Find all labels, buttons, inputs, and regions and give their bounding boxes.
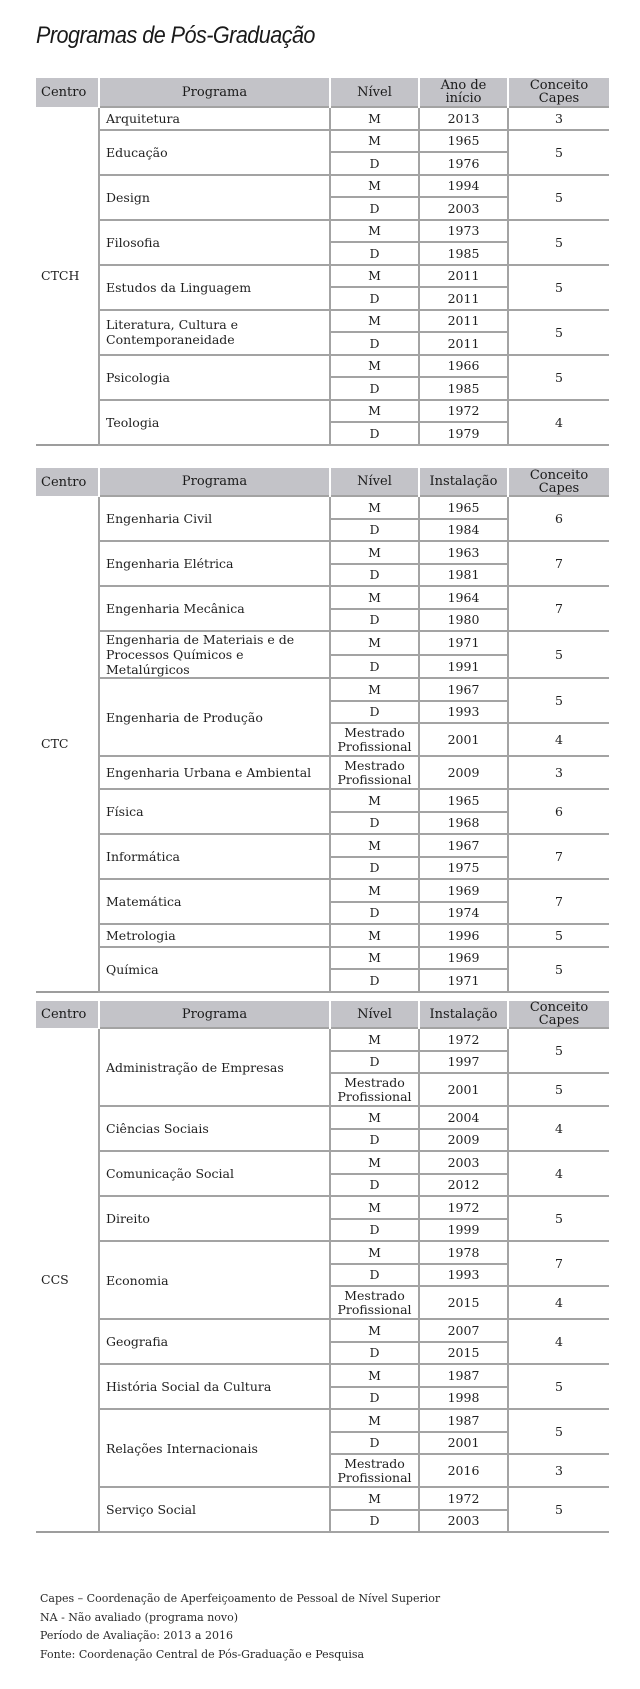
ano-cell: 1997 [419, 1051, 508, 1074]
header-programa: Programa [99, 468, 330, 496]
nivel-cell: D [330, 609, 419, 632]
ano-cell: 2011 [419, 310, 508, 333]
programa-cell: Geografia [99, 1319, 330, 1364]
nivel-cell: M [330, 130, 419, 153]
ano-cell: 1994 [419, 175, 508, 198]
table-row [36, 265, 609, 288]
nivel-cell: M [330, 355, 419, 378]
nivel-cell: D [330, 287, 419, 310]
nivel-cell: D [330, 197, 419, 220]
nivel-cell: D [330, 1387, 419, 1410]
table-body [36, 496, 609, 992]
table-row [36, 924, 609, 947]
capes-cell: 5 [508, 220, 609, 265]
ano-cell: 1963 [419, 541, 508, 564]
footnotes [40, 1590, 440, 1664]
ano-cell: 1975 [419, 857, 508, 880]
programa-cell: Teologia [99, 400, 330, 445]
ano-cell: 2013 [419, 107, 508, 130]
ano-cell: 1987 [419, 1409, 508, 1432]
table-header-row [36, 468, 609, 496]
programa-cell: Engenharia de Materiais e de Processos Químicos e Metalúrgicos [99, 631, 330, 678]
nivel-cell: D [330, 152, 419, 175]
programa-cell: Literatura, Cultura e Contemporaneidade [99, 310, 330, 355]
programa-cell: Filosofia [99, 220, 330, 265]
ano-cell: 1985 [419, 377, 508, 400]
table-row [36, 1196, 609, 1219]
nivel-cell: D [330, 422, 419, 445]
nivel-cell: M [330, 400, 419, 423]
table-row [36, 541, 609, 564]
ano-cell: 2016 [419, 1454, 508, 1487]
ano-cell: 1979 [419, 422, 508, 445]
nivel-cell: D [330, 1432, 419, 1455]
programa-cell: Engenharia Mecânica [99, 586, 330, 631]
ano-cell: 2001 [419, 723, 508, 756]
footnote-periodo: Período de Avaliação: 2013 a 2016 [40, 1629, 233, 1642]
ano-cell: 1967 [419, 678, 508, 701]
capes-cell: 3 [508, 1454, 609, 1487]
table-row [36, 107, 609, 130]
centro-cell: CCS [36, 1028, 99, 1532]
capes-cell: 4 [508, 723, 609, 756]
capes-cell: 7 [508, 586, 609, 631]
programs-table-ccs [36, 1001, 609, 1533]
nivel-cell: D [330, 655, 419, 679]
table-row [36, 496, 609, 519]
ano-cell: 1993 [419, 1264, 508, 1287]
nivel-cell: M [330, 631, 419, 655]
nivel-cell: M [330, 1196, 419, 1219]
capes-cell: 5 [508, 130, 609, 175]
ano-cell: 1976 [419, 152, 508, 175]
capes-cell: 3 [508, 107, 609, 130]
ano-cell: 1996 [419, 924, 508, 947]
footnote-na: NA - Não avaliado (programa novo) [40, 1610, 239, 1624]
nivel-cell: M [330, 1028, 419, 1051]
programa-cell: Serviço Social [99, 1487, 330, 1532]
programs-table-ctc [36, 468, 609, 993]
capes-cell: 5 [508, 631, 609, 678]
ano-cell: 1973 [419, 220, 508, 243]
table-row [36, 1409, 609, 1432]
ano-cell: 2004 [419, 1106, 508, 1129]
capes-cell: 7 [508, 541, 609, 586]
capes-cell: 6 [508, 496, 609, 541]
programa-cell: Arquitetura [99, 107, 330, 130]
ano-cell: 2001 [419, 1073, 508, 1106]
capes-cell: 6 [508, 789, 609, 834]
centro-cell: CTCH [36, 107, 99, 445]
ano-cell: 1966 [419, 355, 508, 378]
programa-cell: Engenharia Civil [99, 496, 330, 541]
programa-cell: Economia [99, 1241, 330, 1319]
capes-cell: 5 [508, 265, 609, 310]
capes-cell: 5 [508, 1073, 609, 1106]
capes-cell: 5 [508, 310, 609, 355]
nivel-cell: D [330, 1129, 419, 1152]
ano-cell: 1972 [419, 400, 508, 423]
ano-cell: 1971 [419, 969, 508, 992]
header-ano: Ano de início [419, 78, 508, 107]
nivel-cell: M [330, 834, 419, 857]
nivel-cell: M [330, 265, 419, 288]
programa-cell: Engenharia Urbana e Ambiental [99, 756, 330, 789]
ano-cell: 2009 [419, 1129, 508, 1152]
table-row [36, 1028, 609, 1051]
capes-cell: 5 [508, 678, 609, 723]
ano-cell: 2015 [419, 1286, 508, 1319]
table-row [36, 834, 609, 857]
ano-cell: 1969 [419, 947, 508, 970]
header-programa: Programa [99, 78, 330, 107]
table-row [36, 631, 609, 655]
nivel-cell: D [330, 857, 419, 880]
nivel-cell: M [330, 107, 419, 130]
capes-cell: 5 [508, 1028, 609, 1073]
table-row [36, 947, 609, 970]
programa-cell: Design [99, 175, 330, 220]
ano-cell: 1969 [419, 879, 508, 902]
table-row [36, 1487, 609, 1510]
programa-cell: Metrologia [99, 924, 330, 947]
header-ano: Instalação [419, 468, 508, 496]
ano-cell: 2007 [419, 1319, 508, 1342]
table-row [36, 1151, 609, 1174]
nivel-cell: M [330, 541, 419, 564]
ano-cell: 1972 [419, 1487, 508, 1510]
table-row [36, 1364, 609, 1387]
nivel-cell: M [330, 1409, 419, 1432]
capes-cell: 5 [508, 947, 609, 992]
programa-cell: Administração de Empresas [99, 1028, 330, 1106]
capes-cell: 4 [508, 1106, 609, 1151]
nivel-cell: D [330, 242, 419, 265]
capes-cell: 5 [508, 355, 609, 400]
table-row [36, 586, 609, 609]
programa-cell: Comunicação Social [99, 1151, 330, 1196]
ano-cell: 2011 [419, 332, 508, 355]
table-row [36, 130, 609, 153]
table-row [36, 756, 609, 789]
table-row [36, 175, 609, 198]
capes-cell: 5 [508, 1364, 609, 1409]
nivel-cell: M [330, 1151, 419, 1174]
table-row [36, 1106, 609, 1129]
ano-cell: 1999 [419, 1219, 508, 1242]
table-header-row [36, 78, 609, 107]
nivel-cell: Mestrado Profissional [330, 1286, 419, 1319]
programa-cell: Engenharia Elétrica [99, 541, 330, 586]
programa-cell: Educação [99, 130, 330, 175]
nivel-cell: D [330, 519, 419, 542]
table-header-row [36, 1001, 609, 1028]
ano-cell: 2001 [419, 1432, 508, 1455]
capes-cell: 4 [508, 400, 609, 445]
header-centro: Centro [36, 468, 99, 496]
capes-cell: 7 [508, 1241, 609, 1286]
header-centro: Centro [36, 78, 99, 107]
capes-cell: 3 [508, 756, 609, 789]
ano-cell: 1965 [419, 789, 508, 812]
page-title: Programas de Pós-Graduação [36, 22, 315, 49]
header-ano: Instalação [419, 1001, 508, 1028]
ano-cell: 2009 [419, 756, 508, 789]
table-row [36, 1319, 609, 1342]
capes-cell: 5 [508, 1487, 609, 1532]
programa-cell: Relações Internacionais [99, 1409, 330, 1487]
nivel-cell: M [330, 496, 419, 519]
programa-cell: Engenharia de Produção [99, 678, 330, 756]
nivel-cell: M [330, 947, 419, 970]
nivel-cell: M [330, 1487, 419, 1510]
nivel-cell: M [330, 924, 419, 947]
header-capes: Conceito Capes [508, 1001, 609, 1028]
ano-cell: 1964 [419, 586, 508, 609]
capes-cell: 7 [508, 879, 609, 924]
table-row [36, 310, 609, 333]
table-row [36, 789, 609, 812]
programs-table-ctch [36, 78, 609, 446]
ano-cell: 1978 [419, 1241, 508, 1264]
capes-cell: 7 [508, 834, 609, 879]
capes-cell: 4 [508, 1286, 609, 1319]
nivel-cell: D [330, 1219, 419, 1242]
footnote-capes: Capes – Coordenação de Aperfeiçoamento de Pessoal de Nível Superior [40, 1592, 441, 1605]
header-nivel: Nível [330, 468, 419, 496]
capes-cell: 4 [508, 1151, 609, 1196]
ano-cell: 1991 [419, 655, 508, 679]
table-row [36, 1241, 609, 1264]
header-capes: Conceito Capes [508, 468, 609, 496]
ano-cell: 1972 [419, 1196, 508, 1219]
programa-cell: Informática [99, 834, 330, 879]
nivel-cell: M [330, 879, 419, 902]
ano-cell: 2011 [419, 287, 508, 310]
nivel-cell: D [330, 1174, 419, 1197]
ano-cell: 1984 [419, 519, 508, 542]
nivel-cell: M [330, 1241, 419, 1264]
nivel-cell: Mestrado Profissional [330, 1454, 419, 1487]
table-body [36, 107, 609, 445]
capes-cell: 5 [508, 1409, 609, 1454]
nivel-cell: D [330, 701, 419, 724]
nivel-cell: Mestrado Profissional [330, 1073, 419, 1106]
ano-cell: 1974 [419, 902, 508, 925]
centro-cell: CTC [36, 496, 99, 992]
nivel-cell: Mestrado Profissional [330, 723, 419, 756]
ano-cell: 1967 [419, 834, 508, 857]
ano-cell: 1981 [419, 564, 508, 587]
ano-cell: 2003 [419, 1510, 508, 1533]
ano-cell: 1985 [419, 242, 508, 265]
table-row [36, 879, 609, 902]
ano-cell: 1968 [419, 812, 508, 835]
footnote-fonte: Fonte: Coordenação Central de Pós-Graduação e Pesquisa [40, 1647, 365, 1661]
header-capes: Conceito Capes [508, 78, 609, 107]
programa-cell: Direito [99, 1196, 330, 1241]
nivel-cell: D [330, 969, 419, 992]
ano-cell: 1971 [419, 631, 508, 655]
nivel-cell: M [330, 220, 419, 243]
ano-cell: 1993 [419, 701, 508, 724]
nivel-cell: M [330, 1106, 419, 1129]
nivel-cell: D [330, 812, 419, 835]
nivel-cell: M [330, 678, 419, 701]
nivel-cell: M [330, 175, 419, 198]
nivel-cell: D [330, 332, 419, 355]
nivel-cell: M [330, 1319, 419, 1342]
ano-cell: 2003 [419, 197, 508, 220]
nivel-cell: D [330, 377, 419, 400]
capes-cell: 5 [508, 924, 609, 947]
header-programa: Programa [99, 1001, 330, 1028]
capes-cell: 4 [508, 1319, 609, 1364]
table-row [36, 220, 609, 243]
programa-cell: Química [99, 947, 330, 992]
ano-cell: 2003 [419, 1151, 508, 1174]
ano-cell: 1998 [419, 1387, 508, 1410]
nivel-cell: D [330, 1510, 419, 1533]
nivel-cell: M [330, 310, 419, 333]
header-centro: Centro [36, 1001, 99, 1028]
programa-cell: Matemática [99, 879, 330, 924]
ano-cell: 1980 [419, 609, 508, 632]
nivel-cell: Mestrado Profissional [330, 756, 419, 789]
programa-cell: Ciências Sociais [99, 1106, 330, 1151]
nivel-cell: D [330, 1342, 419, 1365]
ano-cell: 1987 [419, 1364, 508, 1387]
capes-cell: 5 [508, 1196, 609, 1241]
header-nivel: Nível [330, 78, 419, 107]
ano-cell: 2012 [419, 1174, 508, 1197]
ano-cell: 1965 [419, 496, 508, 519]
nivel-cell: M [330, 1364, 419, 1387]
nivel-cell: M [330, 789, 419, 812]
capes-cell: 5 [508, 175, 609, 220]
ano-cell: 1972 [419, 1028, 508, 1051]
nivel-cell: M [330, 586, 419, 609]
header-nivel: Nível [330, 1001, 419, 1028]
nivel-cell: D [330, 1264, 419, 1287]
table-row [36, 355, 609, 378]
programa-cell: Estudos da Linguagem [99, 265, 330, 310]
programa-cell: História Social da Cultura [99, 1364, 330, 1409]
programa-cell: Física [99, 789, 330, 834]
table-body [36, 1028, 609, 1532]
table-row [36, 400, 609, 423]
ano-cell: 1965 [419, 130, 508, 153]
ano-cell: 2011 [419, 265, 508, 288]
nivel-cell: D [330, 902, 419, 925]
programa-cell: Psicologia [99, 355, 330, 400]
table-row [36, 678, 609, 701]
nivel-cell: D [330, 1051, 419, 1074]
ano-cell: 2015 [419, 1342, 508, 1365]
nivel-cell: D [330, 564, 419, 587]
